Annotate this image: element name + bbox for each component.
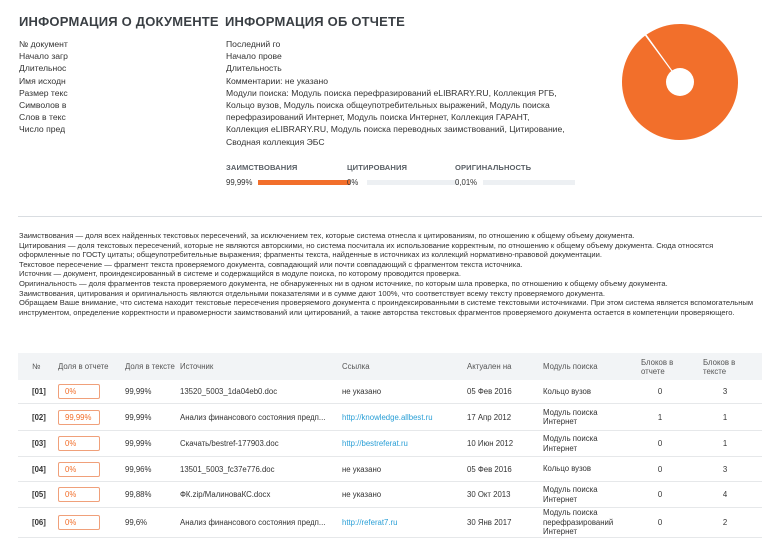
table-row[interactable] [18,482,762,508]
share-text: 99,96% [125,464,152,474]
actual-date: 30 Янв 2017 [467,518,512,527]
borrowing-label: ЗАИМСТВОВАНИЯ [226,163,298,172]
originality-metric [455,163,575,187]
search-modules-line: Модули поиска: Модуль поиска перефразирований eLIBRARY.RU, Коллекция РГБ, Кольцо вузов, Модуль поиска общеупотребительных выражений, Модуль поиска перефразирований Интернет, Модуль поиска Интернет, Коллекция ГАРАНТ, Коллекция eLIBRARY.RU, Модуль поиска переводных заимствований, Цитирование, Сводная коллекция ЭБС [226,87,565,147]
source-name[interactable]: Анализ финансового состояния предп... [180,518,326,527]
search-module: Кольцо вузов [543,386,592,396]
glossary-source: Источник — документ, проиндексированный в системе и содержащийся в модуле поиска, по которому проводится проверка. [19,269,461,279]
source-link: не указано [342,387,382,396]
share-report-toggle[interactable]: 0% [58,462,100,477]
source-link: не указано [342,464,382,474]
document-info-line: № документ [19,39,68,49]
last-check-line: Последний го [226,39,281,49]
citation-metric [347,163,459,187]
row-num: [02] [32,412,46,422]
glossary-borrowing: Заимствования — доля всех найденных текстовых пересечений, за исключением тех, которые система отнесла к цитированиям, по отношению к общему объему документа. [19,231,635,240]
document-info-line: Имя исходн [19,75,66,86]
donut-hole [666,68,694,96]
col-num-header: № [32,362,41,371]
originality-label: ОРИГИНАЛЬНОСТЬ [455,163,532,172]
col-link-header: Ссылка [342,362,370,371]
row-num: [04] [32,464,46,474]
share-report-toggle[interactable]: 0% [58,384,100,399]
share-text: 99,6% [125,518,148,527]
source-link: не указано [342,490,382,499]
blocks-in-report: 1 [657,412,663,422]
source-name[interactable]: ФК.zip/МалиноваКС.docx [180,490,271,499]
blocks-in-text: 1 [722,412,728,422]
row-num: [06] [32,518,46,527]
blocks-in-text: 3 [722,464,728,474]
search-module: Модуль поиска Интернет [543,434,598,453]
row-num: [01] [32,387,46,396]
table-header [18,353,762,380]
source-name[interactable]: 13501_5003_fc37e776.doc [180,464,275,474]
document-info-line: Длительнос [19,63,67,74]
col-blocks-text-header[interactable]: Блоков в тексте [703,357,736,376]
col-actual-header[interactable]: Актуален на [467,362,512,371]
document-info-list [19,38,71,136]
citation-bar [367,180,459,185]
document-info-line: Начало загр [19,51,68,62]
originality-value: 0,01% [455,178,478,187]
blocks-in-report: 0 [657,518,663,527]
glossary [19,231,761,317]
blocks-in-report: 0 [657,464,663,474]
actual-date: 10 Июн 2012 [467,439,514,448]
share-report-toggle[interactable]: 0% [58,436,100,451]
share-text: 99,99% [125,387,152,396]
share-report-toggle[interactable]: 0% [58,487,100,502]
sources-table [18,353,762,538]
blocks-in-text: 3 [722,387,728,396]
search-module: Модуль поиска Интернет [543,485,598,504]
share-report-toggle[interactable]: 99,99% [58,410,100,425]
result-donut-chart [610,12,750,152]
borrowing-metric [226,163,350,187]
report-info-list [226,38,571,148]
blocks-in-text: 1 [722,439,728,448]
share-report-toggle[interactable]: 0% [58,515,100,530]
blocks-in-report: 0 [657,387,663,396]
document-info-line: Слов в текс [19,112,66,123]
source-name[interactable]: Анализ финансового состояния предп... [180,412,326,422]
col-blocks-report-header[interactable]: Блоков в отчете [641,357,674,376]
report-info-title: ИНФОРМАЦИЯ ОБ ОТЧЕТЕ [225,14,405,29]
table-row[interactable] [18,457,762,482]
originality-bar [483,180,575,185]
col-share-report-header[interactable]: Доля в отчете [58,362,109,371]
comments-line: Комментарии: не указано [226,75,328,86]
col-share-text-header[interactable]: Доля в тексте [125,362,175,371]
source-link[interactable]: http://knowledge.allbest.ru [342,412,433,422]
row-num: [05] [32,490,46,499]
source-link[interactable]: http://referat7.ru [342,518,398,527]
glossary-citation: Цитирования — доля текстовых пересечений, которые не являются авторскими, но система посчитала их использование корректным, по отношению к общему объему документа. Сюда относятся оформленные по ГОСТу цитаты; общеупотребительные выражения; фрагменты текста, найденные в источниках из коллекций нормативно-правовой документации. [19,240,714,260]
table-row[interactable] [18,431,762,457]
table-body [18,380,762,538]
check-start-line: Начало прове [226,51,282,62]
col-module-header[interactable]: Модуль поиска [543,362,598,371]
document-info-line: Символов в [19,100,67,111]
share-text: 99,99% [125,412,152,422]
actual-date: 30 Окт 2013 [467,490,511,499]
borrowing-bar [258,180,350,185]
citation-label: ЦИТИРОВАНИЯ [347,163,408,172]
section-divider [18,216,762,217]
borrowing-value: 99,99% [226,178,253,187]
search-module: Модуль поиска перефразирований Интернет [543,508,614,537]
blocks-in-text: 4 [722,490,728,499]
blocks-in-report: 0 [657,490,663,499]
duration-line: Длительность [226,63,282,74]
glossary-note: Обращаем Ваше внимание, что система находит текстовые пересечения проверяемого документа с проиндексированными в системе текстовыми источниками. При этом система является вспомогательным инструментом, определение корректности и правомерности заимствований или цитирований, а также авторства текстовых фрагментов проверяемого документа остается в компетенции проверяющего. [19,298,754,317]
actual-date: 05 Фев 2016 [467,387,512,396]
table-row[interactable] [18,380,762,404]
blocks-in-text: 2 [722,518,728,527]
source-name[interactable]: Скачать/bestref-177903.doc [180,439,279,448]
source-link[interactable]: http://bestreferat.ru [342,439,408,448]
document-info-title: ИНФОРМАЦИЯ О ДОКУМЕНТЕ [19,14,219,29]
actual-date: 05 Фев 2016 [467,464,512,474]
glossary-intersection: Текстовое пересечение — фрагмент текста проверяемого документа, совпадающий или почти совпадающий с фрагментом текста источника. [19,259,523,269]
share-text: 99,88% [125,490,152,499]
search-module: Кольцо вузов [543,464,592,474]
col-source-header[interactable]: Источник [180,362,214,371]
share-text: 99,99% [125,439,152,448]
table-row[interactable] [18,404,762,431]
search-module: Модуль поиска Интернет [543,407,598,426]
borrowing-bar-fill [258,180,350,185]
actual-date: 17 Апр 2012 [467,412,512,422]
glossary-originality: Оригинальность — доля фрагментов текста проверяемого документа, не обнаруженных ни в одном источнике, по которым шла проверка, по отношению к общему объему документа. [19,278,668,288]
row-num: [03] [32,439,46,448]
table-row[interactable] [18,508,762,538]
document-info-line: Число пред [19,124,66,135]
glossary-sum: Заимствования, цитирования и оригинальность являются отдельными показателями и в сумме дают 100%, что соответствует всему тексту проверяемого документа. [19,288,606,298]
document-info-line: Размер текс [19,87,68,98]
source-name[interactable]: 13520_5003_1da04eb0.doc [180,387,278,396]
citation-value: 0% [347,178,359,187]
blocks-in-report: 0 [657,439,663,448]
